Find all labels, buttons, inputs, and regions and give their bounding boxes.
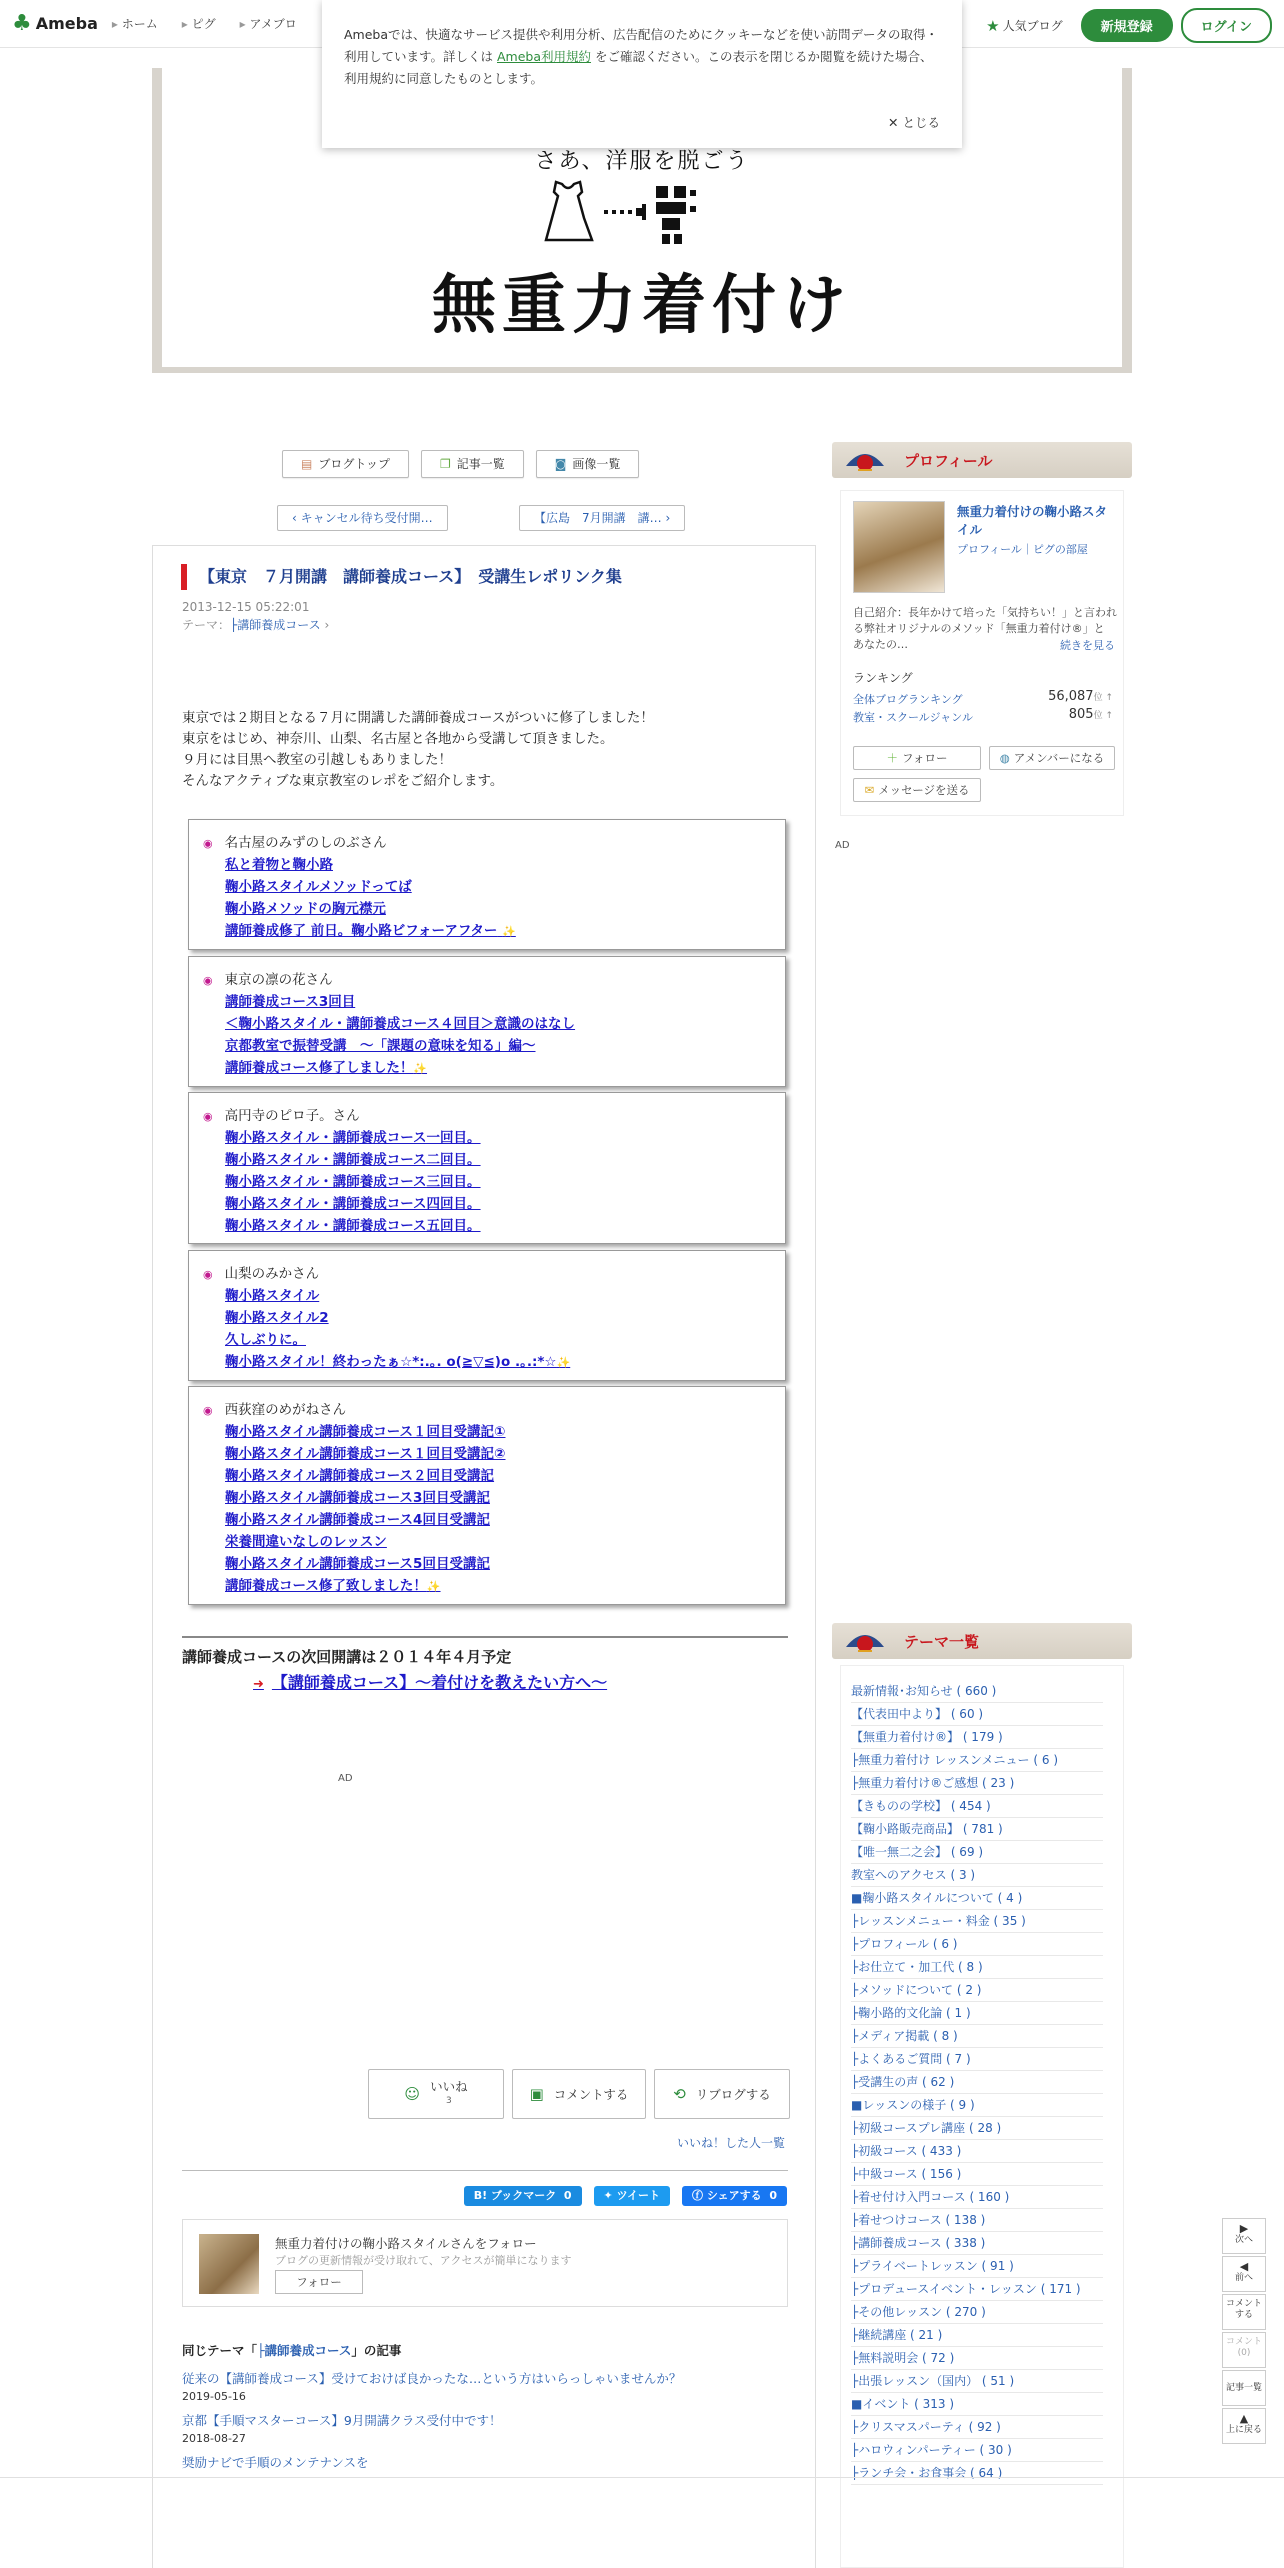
image-list-button[interactable]: ◙ 画像一覧 (536, 450, 640, 478)
read-more-link[interactable]: 続きを見る (1060, 639, 1115, 652)
ameba-mascot-icon: ♣ (12, 11, 32, 36)
report-link[interactable]: 鞠小路スタイル・講師養成コース五回目。 (225, 1218, 481, 1234)
theme-item[interactable]: 【きものの学校】 ( 454 ) (851, 1795, 1103, 1818)
theme-item[interactable]: ├無重力着付け レッスンメニュー ( 6 ) (851, 1749, 1103, 1772)
report-link[interactable]: 講師養成コース3回目 (225, 994, 356, 1010)
plus-icon: ＋ (886, 751, 899, 765)
report-link[interactable]: 鞠小路スタイル2 (225, 1310, 329, 1326)
ad-label: AD (835, 840, 850, 851)
reblog-button[interactable]: ⟲ リブログする (654, 2069, 790, 2119)
liked-users-link[interactable]: いいね！した人一覧 (676, 2136, 785, 2150)
report-link[interactable]: ＜鞠小路スタイル・講師養成コース４回目＞意識のはなし (225, 1016, 576, 1032)
genre-ranking[interactable]: 教室・スクールジャンル 805位 ↑ (853, 707, 1113, 724)
triangle-left-icon: ◀ (1239, 2260, 1249, 2273)
report-link[interactable]: 鞠小路スタイル講師養成コース3回目受講記 (225, 1490, 490, 1506)
divider (182, 1636, 788, 1638)
theme-item[interactable]: ├ハロウィンパーティー ( 30 ) (851, 2439, 1103, 2462)
nav-ameblo[interactable]: ▸ アメブロ (240, 15, 297, 32)
report-group: ◉ 高円寺のピロ子。さん 鞠小路スタイル・講師養成コース一回目。 鞠小路スタイル・講師養成コース二回目。 鞠小路スタイル・講師養成コース三回目。 鞠小路スタイル・講師養成コース四回目。 鞠小路スタイル・講師養成コース五回目。 (188, 1092, 786, 1244)
divider (182, 2170, 788, 2171)
theme-item[interactable]: 教室へのアクセス ( 3 ) (851, 1864, 1103, 1887)
theme-item[interactable]: ├プロフィール ( 6 ) (851, 1933, 1103, 1956)
ad-label: AD (338, 1773, 353, 1784)
entry-list-button[interactable]: ❐ 記事一覧 (421, 450, 524, 478)
theme-item[interactable]: ├無料説明会 ( 72 ) (851, 2347, 1103, 2370)
footer-divider (0, 2477, 1284, 2478)
theme-item[interactable]: ├中級コース ( 156 ) (851, 2163, 1103, 2186)
theme-item[interactable]: 【無重力着付け®】 ( 179 ) (851, 1726, 1103, 1749)
rail-scroll-top-button[interactable]: ▲ 上に戻る (1222, 2408, 1266, 2444)
facebook-icon: ⓕ (692, 2189, 707, 2202)
theme-item[interactable]: ├無重力着付け®ご感想 ( 23 ) (851, 1772, 1103, 1795)
ameba-logo[interactable]: ♣ Ameba (12, 11, 98, 36)
triangle-up-icon: ▲ (1239, 2412, 1249, 2425)
report-link[interactable]: 鞠小路スタイル・講師養成コース一回目。 (225, 1130, 481, 1146)
report-group: ◉ 山梨のみかさん 鞠小路スタイル 鞠小路スタイル2 久しぶりに。 鞠小路スタイル！終わったぁ☆*:.｡. o(≧▽≦)o .｡.:*☆✨ (188, 1250, 786, 1381)
comment-icon: ▣ (529, 2085, 544, 2103)
report-link[interactable]: 栄養間違いなしのレッスン (225, 1534, 387, 1550)
comment-button[interactable]: ▣ コメントする (512, 2069, 646, 2119)
same-theme-link[interactable]: 奨励ナビで手順のメンテナンスを (182, 2455, 369, 2470)
profile-links[interactable]: プロフィール｜ピグの部屋 (957, 543, 1088, 556)
floating-rail (1222, 2218, 1266, 2446)
blog-nav (282, 450, 651, 478)
like-button[interactable]: ☺ いいね 3 (368, 2069, 504, 2119)
chevron-left-icon: ‹ (292, 511, 297, 525)
report-link[interactable]: 講師養成コース修了致しました！✨ (225, 1578, 441, 1594)
amember-button[interactable]: ◍ アメンバーになる (989, 746, 1115, 770)
report-link[interactable]: 鞠小路スタイル講師養成コース4回目受講記 (225, 1512, 490, 1528)
article (152, 545, 816, 2568)
login-button[interactable]: ログイン (1181, 8, 1272, 43)
nav-pigg[interactable]: ▸ ピグ (182, 15, 216, 32)
theme-list (840, 1665, 1124, 2568)
theme-item[interactable]: ├継続講座 ( 21 ) (851, 2324, 1103, 2347)
banner-title: 無重力着付け (432, 268, 852, 343)
camera-icon: ◙ (554, 457, 567, 471)
nav-home[interactable]: ▸ ホーム (112, 15, 158, 32)
same-theme-item: 京都【手順マスターコース】9月開講クラス受付中です！ 2018-08-27 (182, 2413, 502, 2445)
send-message-button[interactable]: ✉ メッセージを送る (853, 778, 981, 802)
report-link[interactable]: 鞠小路スタイル講師養成コース２回目受講記 (225, 1468, 495, 1484)
crest-icon (844, 446, 886, 474)
sparkle-icon: ✨ (426, 1580, 441, 1593)
chevron-right-icon: › (665, 511, 671, 525)
profile-header: プロフィール (832, 442, 1132, 478)
report-link[interactable]: 鞠小路スタイル (225, 1288, 320, 1304)
profile-follow-button[interactable]: ＋ フォロー (853, 746, 981, 770)
theme-item[interactable]: ├講師養成コース ( 338 ) (851, 2232, 1103, 2255)
theme-item[interactable]: ■鞠小路スタイルについて ( 4 ) (851, 1887, 1103, 1910)
document-icon: ❐ (439, 457, 451, 471)
blog-top-button[interactable]: ▤ ブログトップ (282, 450, 409, 478)
theme-item[interactable]: ├着せつけコース ( 138 ) (851, 2209, 1103, 2232)
theme-item[interactable]: ■レッスンの様子 ( 9 ) (851, 2094, 1103, 2117)
dress-to-pixel-illustration (522, 178, 762, 248)
global-nav (112, 15, 321, 32)
rail-next-button[interactable]: ▶ 次へ (1222, 2218, 1266, 2254)
triangle-right-icon: ▶ (1239, 2222, 1249, 2235)
profile-card (840, 490, 1124, 816)
report-link[interactable]: 私と着物と鞠小路 (225, 857, 333, 873)
report-link[interactable]: 鞠小路スタイル・講師養成コース三回目。 (225, 1174, 481, 1190)
theme-item[interactable]: ├初級コースプレ講座 ( 28 ) (851, 2117, 1103, 2140)
smile-icon: ☺ (404, 2085, 421, 2103)
rail-prev-button[interactable]: ◀ 前へ (1222, 2256, 1266, 2292)
theme-item[interactable]: ├その他レッスン ( 270 ) (851, 2301, 1103, 2324)
theme-item[interactable]: 【唯一無二之会】 ( 69 ) (851, 1841, 1103, 1864)
sparkle-icon: ✨ (502, 925, 516, 938)
theme-item[interactable]: 最新情報･お知らせ ( 660 ) (851, 1680, 1103, 1703)
follow-card (182, 2219, 788, 2307)
follow-title: 無重力着付けの鞠小路スタイルさんをフォロー (275, 2236, 537, 2251)
theme-item[interactable]: ├出張レッスン（国内） ( 51 ) (851, 2370, 1103, 2393)
theme-item[interactable]: ├クリスマスパーティ ( 92 ) (851, 2416, 1103, 2439)
theme-item[interactable]: ├初級コース ( 433 ) (851, 2140, 1103, 2163)
prev-entry-link[interactable]: ‹ キャンセル待ち受付開… (277, 505, 448, 531)
star-icon: ★ (986, 16, 1000, 35)
article-title[interactable]: 【東京 ７月開講 講師養成コース】 受講生レポリンク集 (181, 564, 622, 590)
crest-icon (844, 1627, 886, 1655)
article-theme: テーマ：├講師養成コース › (182, 618, 330, 632)
theme-list-header: テーマ一覧 (832, 1623, 1132, 1659)
rail-comment-count[interactable]: コメント(0) (1222, 2332, 1266, 2368)
next-course-notice: 講師養成コースの次回開講は２０１４年４月予定 (182, 1648, 512, 1666)
ranking-heading: ランキング (853, 671, 913, 685)
amember-icon: ◍ (999, 751, 1010, 765)
theme-item[interactable]: ├レッスンメニュー・料金 ( 35 ) (851, 1910, 1103, 1933)
mail-icon: ✉ (864, 783, 875, 797)
theme-item[interactable]: 【鞠小路販売商品】 ( 781 ) (851, 1818, 1103, 1841)
theme-item[interactable]: ├プライベートレッスン ( 91 ) (851, 2255, 1103, 2278)
theme-item[interactable]: ├メソッドについて ( 2 ) (851, 1979, 1103, 2002)
theme-item[interactable]: ■イベント ( 313 ) (851, 2393, 1103, 2416)
theme-item[interactable]: ├お仕立て・加工代 ( 8 ) (851, 1956, 1103, 1979)
report-link[interactable]: 講師養成コース修了しました！✨ (225, 1060, 428, 1076)
report-link[interactable]: 鞠小路スタイル講師養成コース１回目受講記① (225, 1424, 506, 1440)
report-group: ◉ 東京の凛の花さん 講師養成コース3回目 ＜鞠小路スタイル・講師養成コース４回目＞意識のはなし 京都教室で振替受講 ～「課題の意味を知る」編～ 講師養成コース修了しました！✨ (188, 956, 786, 1087)
follow-button[interactable]: フォロー (275, 2270, 363, 2294)
theme-item[interactable]: ├受講生の声 ( 62 ) (851, 2071, 1103, 2094)
profile-intro: 自己紹介：長年かけて培った「気持ちい！」と言われる弊社オリジナルのメソッド「無重力着付け®」と あなたの… (853, 606, 1117, 651)
cookie-notice: Amebaでは、快適なサービス提供や利用分析、広告配信のためにクッキーなどを使い訪問データの取得・利用しています。詳しくは Ameba利用規約 をご確認ください。この表示を閉じるか閲覧を続けた場合、利用規約に同意したものとします。 ✕ とじる (322, 0, 962, 148)
profile-photo[interactable] (853, 501, 945, 593)
terms-link[interactable]: Ameba利用規約 (497, 49, 592, 64)
theme-item[interactable]: ├鞠小路的文化論 ( 1 ) (851, 2002, 1103, 2025)
popular-blog-link[interactable]: ★ 人気ブログ (986, 16, 1063, 35)
theme-item[interactable]: ├メディア掲載 ( 8 ) (851, 2025, 1103, 2048)
same-theme-link[interactable]: 従来の【講師養成コース】受けておけば良かったな…という方はいらっしゃいませんか？ (182, 2371, 682, 2386)
tweet-button[interactable]: ✦ ツイート (594, 2186, 671, 2206)
report-link[interactable]: 鞠小路スタイル講師養成コース１回目受講記② (225, 1446, 506, 1462)
home-icon: ▤ (301, 457, 313, 471)
report-link[interactable]: 久しぶりに。 (225, 1332, 306, 1348)
rail-comment-button[interactable]: コメントする (1222, 2294, 1266, 2330)
theme-item[interactable]: ├よくあるご質問 ( 7 ) (851, 2048, 1103, 2071)
twitter-bird-icon: ✦ (603, 2189, 617, 2202)
same-theme-heading: 同じテーマ「├講師養成コース」の記事 (182, 2343, 402, 2358)
report-link[interactable]: 鞠小路スタイル講師養成コース5回目受講記 (225, 1556, 490, 1572)
reblog-icon: ⟲ (673, 2085, 686, 2103)
chevron-right-icon: › (320, 618, 330, 632)
course-info-link[interactable]: ➜ 【講師養成コース】～着付けを教えたい方へ～ (253, 1673, 608, 1692)
article-date: 2013-12-15 05:22:01 (182, 600, 310, 614)
hatena-bookmark-button[interactable]: B! ブックマーク 0 (464, 2186, 582, 2206)
report-link[interactable]: 京都教室で振替受講 ～「課題の意味を知る」編～ (225, 1038, 536, 1054)
facebook-share-button[interactable]: ⓕ シェアする 0 (682, 2186, 787, 2206)
sparkle-icon: ✨ (556, 1356, 571, 1369)
signup-button[interactable]: 新規登録 (1081, 9, 1173, 42)
report-link[interactable]: 鞠小路スタイルメソッドってば (225, 879, 412, 895)
theme-item[interactable]: ├着せ付け入門コース ( 160 ) (851, 2186, 1103, 2209)
author-thumbnail[interactable] (199, 2234, 259, 2294)
next-entry-link[interactable]: 【広島 7月開講 講… › (519, 505, 685, 531)
share-buttons (452, 2186, 787, 2206)
theme-item[interactable]: 【代表田中より】 ( 60 ) (851, 1703, 1103, 1726)
overall-ranking[interactable]: 全体ブログランキング 56,087位 ↑ (853, 689, 1113, 706)
cookie-close-button[interactable]: ✕ とじる (888, 115, 940, 130)
report-group: ◉ 名古屋のみずのしのぶさん 私と着物と鞠小路 鞠小路スタイルメソッドってば 鞠小路メソッドの胸元襟元 講師養成修了 前日。鞠小路ビフォーアフター ✨ (188, 819, 786, 950)
report-group: ◉ 西荻窪のめがねさん 鞠小路スタイル講師養成コース１回目受講記① 鞠小路スタイル講師養成コース１回目受講記② 鞠小路スタイル講師養成コース２回目受講記 鞠小路スタイル講師養成コース3回目受講記 鞠小路スタイル講師養成コース4回目受講記 栄養間違いなしのレッスン 鞠小路スタイル講師養成コース5回目受講記 講師養成コース修了致しました！✨ (188, 1386, 786, 1605)
report-link[interactable]: 講師養成修了 前日。鞠小路ビフォーアフター ✨ (225, 923, 516, 939)
same-theme-link[interactable]: 京都【手順マスターコース】9月開講クラス受付中です！ (182, 2413, 502, 2428)
theme-link[interactable]: ├講師養成コース (230, 618, 321, 632)
report-link[interactable]: 鞠小路スタイル・講師養成コース二回目。 (225, 1152, 481, 1168)
theme-item[interactable]: ├プロデュースイベント・レッスン ( 171 ) (851, 2278, 1103, 2301)
theme-item[interactable]: ├ランチ会・お食事会 ( 64 ) (851, 2462, 1103, 2485)
report-link[interactable]: 鞠小路スタイル！終わったぁ☆*:.｡. o(≧▽≦)o .｡.:*☆✨ (225, 1354, 571, 1370)
arrow-right-icon: ➜ (253, 1677, 264, 1692)
reaction-buttons (368, 2069, 790, 2119)
close-icon: ✕ (888, 115, 903, 130)
rail-entry-list-button[interactable]: 記事一覧 (1222, 2370, 1266, 2406)
report-link[interactable]: 鞠小路メソッドの胸元襟元 (225, 901, 386, 917)
article-intro: 東京では２期目となる７月に開講した講師養成コースがついに修了しました！ 東京をはじめ、神奈川、山梨、名古屋と各地から受講して頂きました。 ９月には目黒へ教室の引越しもありました！ そんなアクティブな東京教室のレポをご紹介します。 (182, 710, 654, 789)
report-link[interactable]: 鞠小路スタイル・講師養成コース四回目。 (225, 1196, 481, 1212)
same-theme-item (182, 2453, 369, 2471)
follow-description: ブログの更新情報が受け取れて、アクセスが簡単になります (275, 2254, 572, 2267)
profile-name[interactable]: 無重力着付けの鞠小路スタイル (957, 504, 1108, 537)
sparkle-icon: ✨ (413, 1062, 428, 1075)
same-theme-item: 従来の【講師養成コース】受けておけば良かったな…という方はいらっしゃいませんか？ 2019-05-16 (182, 2371, 682, 2403)
banner-tagline: さあ、洋服を脱ごう (534, 149, 750, 174)
